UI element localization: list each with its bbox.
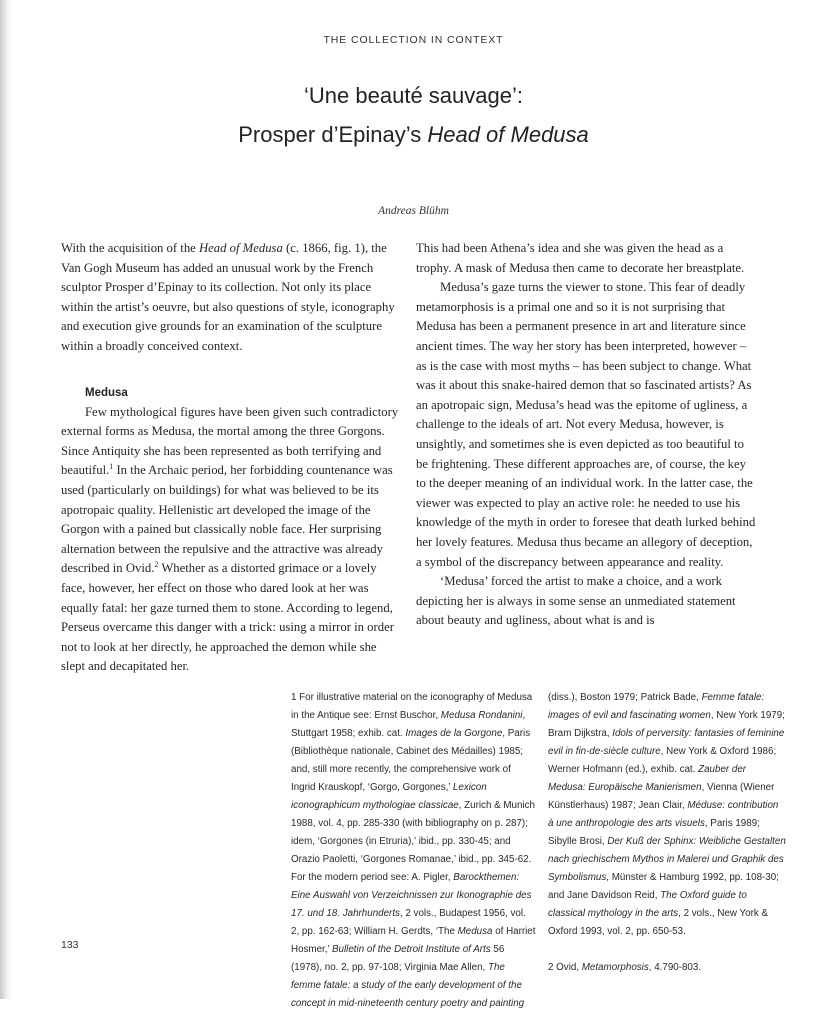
footnotes-left — [291, 689, 536, 1013]
fn-text: , 2 vols., New York & Oxford 1993, vol. 2, pp. 650-53. — [548, 908, 768, 937]
title-line-2 — [0, 115, 827, 154]
fn-text: , Münster & Hamburg 1992, pp. 108-30; and Jane Davidson Reid, — [548, 872, 779, 901]
footnote-ref-2[interactable]: 2 — [154, 560, 159, 570]
footnote-ref-1[interactable]: 1 — [109, 462, 114, 472]
intro-text-b: (c. 1866, fig. 1), the Van Gogh Museum has added an unusual work by the French sculptor Prosper d’Epinay to its collection. Not only its place within the artist’s oeuvre, but also questions of style, iconography and execution give grounds for an examination of the sculpture within a broadly conceived context. — [61, 241, 395, 353]
intro-paragraph — [61, 239, 399, 357]
fn-italic: Der Kuß der Sphinx: Weibliche Gestalten nach griechischem Mythos in Malerei und Graphik des Symbolismus — [548, 836, 786, 883]
footnote-1-part-2 — [548, 689, 786, 941]
fn-italic: Femme fatale: images of evil and fascinating women — [548, 692, 765, 721]
medusa-paragraph — [61, 403, 399, 677]
fn-text: , Stuttgart 1958; exhib. cat. — [291, 710, 526, 739]
fn-italic: Bulletin of the Detroit Institute of Arts — [332, 944, 491, 955]
intro-italic-title: Head of Medusa — [198, 241, 283, 255]
fn-text: , New York & Oxford 1986; Werner Hofmann (ed.), exhib. cat. — [548, 746, 777, 775]
athena-paragraph: This had been Athena’s idea and she was given the head as a trophy. A mask of Medusa then came to decorate her breastplate. — [416, 241, 745, 275]
footnote-1-part-1 — [291, 689, 536, 1013]
fn-italic: Images de la Gorgone — [405, 728, 503, 739]
medusa-text-c: Whether as a distorted grimace or a lovely face, however, her effect on those who dared look at her was equally fatal: her gaze turned them to stone. According to legend, Perseus overcame this danger with a trick: using a mirror in order not to look at her directly, he approached the demon while she slept and decapitated her. — [61, 561, 394, 674]
fn-italic: Lexicon iconographicum mythologiae classicae — [291, 782, 487, 811]
fn-italic: Idols of perversity: fantasies of feminine evil in fin-de-siècle culture — [548, 728, 785, 757]
body-column-left — [61, 239, 399, 677]
body-column-right — [416, 239, 758, 631]
section-heading-medusa: Medusa — [85, 386, 128, 399]
fn-italic: Méduse: contribution à une anthropologie des arts visuels — [548, 800, 779, 829]
title-line-2-text: Prosper d’Epinay’s — [238, 122, 428, 147]
footnote-2 — [548, 959, 786, 977]
fn-text: 1 For illustrative material on the iconography of Medusa in the Antique see: Ernst Buschor, — [291, 692, 533, 721]
fn-text: , 2 vols., Budapest 1956, vol. 2, pp. 162-63; William H. Gerdts, ‘The — [291, 908, 526, 937]
fn-italic: The femme fatale: a study of the early development of the concept in mid-nineteenth century poetry and painting — [291, 962, 525, 1009]
fn-italic: Medusa Rondanini — [440, 710, 523, 721]
fn-italic: Metamorphosis — [581, 962, 649, 973]
fn-text: , Vienna (Wiener Künstlerhaus) 1987; Jean Clair, — [548, 782, 775, 811]
fn-italic: Zauber der Medusa: Europäische Manierismen — [548, 764, 747, 793]
fn-italic: The Oxford guide to classical mythology in the arts — [548, 890, 747, 919]
author-byline: Andreas Blühm — [378, 205, 449, 217]
fn-text: , 4.790-803. — [648, 962, 702, 973]
fn-text: (diss.), Boston 1979; Patrick Bade, — [548, 692, 702, 703]
fn-text: 2 Ovid, — [548, 962, 582, 973]
choice-paragraph: ‘Medusa’ forced the artist to make a choice, and a work depicting her is always in some sense an unmediated statement about beauty and ugliness, about what is and is — [416, 574, 736, 628]
fn-italic: Medusa — [457, 926, 493, 937]
gaze-paragraph: Medusa’s gaze turns the viewer to stone. This fear of deadly metamorphosis is a primal one and so it is not surprising that Medusa has been a permanent presence in art and literature since ancient times. The way her story has been interpreted, however – as is the case with most myths – has been subject to change. What was it about this snake-haired demon that so fascinated artists? As an apotropaic sign, Medusa’s head was the epitome of ugliness, a challenge to the ideals of art. Not every Medusa, however, is unsightly, and sometimes she is even depicted as too beautiful to be frightening. These different approaches are, of course, the key to the deeper meaning of an individual work. In the latter case, the viewer was expected to play an active role: he needed to use his knowledge of the myth in order to foresee that death lurked behind her lovely features. Medusa thus became an allegory of deception, a symbol of the discrepancy between appearance and reality. — [416, 280, 756, 569]
fn-text: , Paris 1989; Sibylle Brosi, — [548, 818, 760, 847]
fn-text: 56 (1978), no. 2, pp. 97-108; Virginia Mae Allen, — [291, 944, 505, 973]
running-head: THE COLLECTION IN CONTEXT — [323, 34, 504, 46]
fn-text: of Harriet Hosmer,’ — [291, 926, 536, 955]
medusa-text-a: Few mythological figures have been given such contradictory external forms as Medusa, the mortal among the three Gorgons. Since Antiquity she has been represented as both terrifying and beautiful. — [61, 404, 399, 478]
article-title — [0, 76, 827, 154]
page-number: 133 — [61, 939, 79, 951]
title-line-1: ‘Une beauté sauvage’: — [304, 83, 523, 108]
intro-text-a: With the acquisition of the — [61, 241, 199, 255]
footnotes-right — [548, 689, 786, 977]
fn-italic: Barockthemen: Eine Auswahl von Verzeichnissen zur Ikonographie des 17. und 18. Jahrhunderts — [291, 872, 532, 919]
fn-text: , New York 1979; Bram Dijkstra, — [548, 710, 785, 739]
fn-text: , Paris (Bibliothèque nationale, Cabinet des Médailles) 1985; and, still more recently, the comprehensive work of Ingrid Krauskopf, ‘Gorgo, Gorgones,’ — [291, 728, 531, 793]
medusa-text-b: In the Archaic period, her forbidding countenance was used (particularly on buildings) for what was believed to be its apotropaic quality. Hellenistic art developed the image of the Gorgon with a pained but classically noble face. Her surprising alternation between the repulsive and the attractive was already described in Ovid. — [61, 463, 393, 576]
fn-text: , Zurich & Munich 1988, vol. 4, pp. 285-330 (with bibliography on p. 287); idem, ‘Gorgones (in Etruria),’ ibid., pp. 330-45; and Orazio Paoletti, ‘Gorgones Romanae,’ ibid., pp. 345-62. For the modern period see: A. Pigler, — [291, 800, 535, 883]
title-line-2-italic: Head of Medusa — [427, 122, 589, 147]
